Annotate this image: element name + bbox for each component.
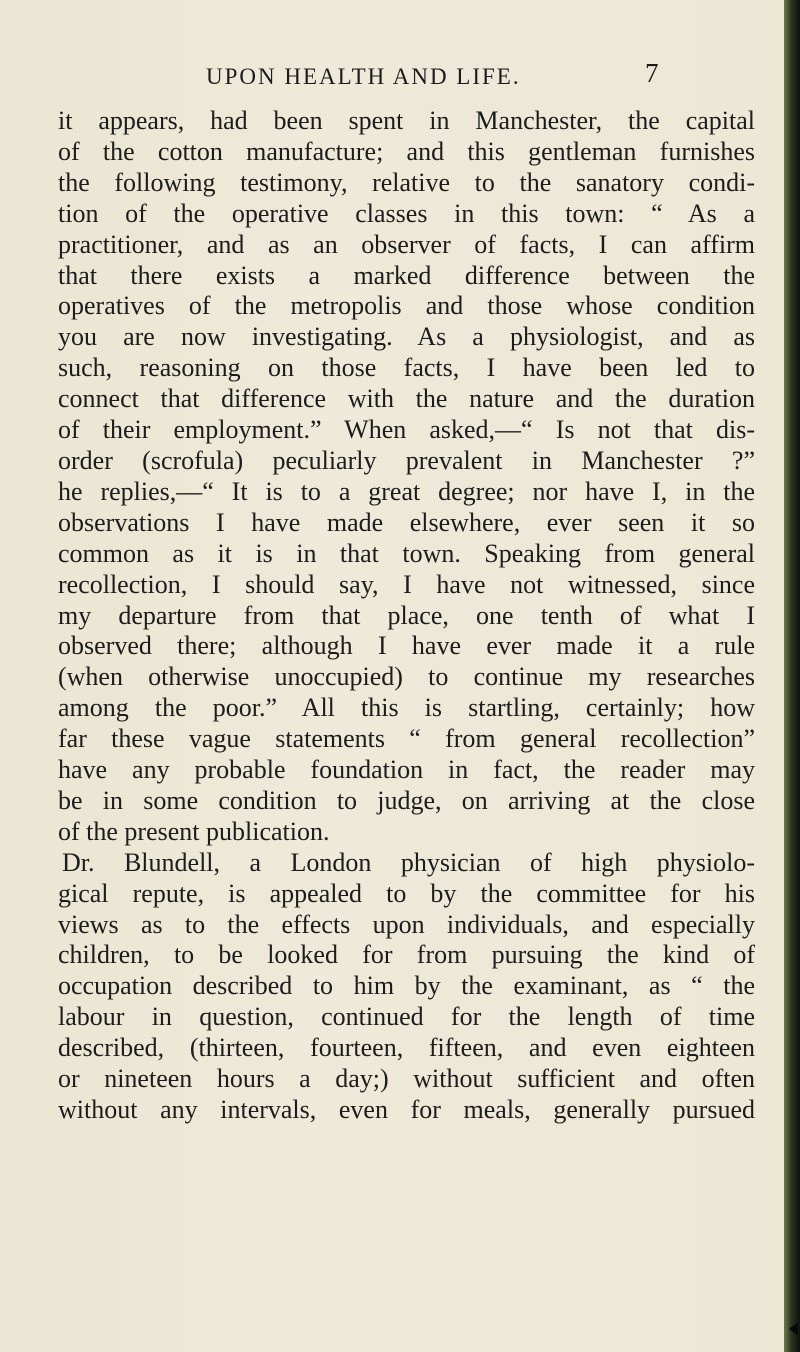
page-number: 7 [645,58,659,88]
text-line: (when otherwise unoccupied) to continue my researches [58,662,755,692]
text-line: without any intervals, even for meals, generally pursued [58,1095,755,1124]
text-line: among the poor.” All this is startling, certainly; how [58,693,755,723]
paragraph-start-line: Dr. Blundell, a London physician of high physiolo- [62,847,755,877]
text-line: it appears, had been spent in Manchester, the capital [58,106,755,135]
text-line: be in some condition to judge, on arriving at the close [58,785,755,815]
text-line: that there exists a marked difference between the [58,260,755,290]
body-text [58,106,755,1126]
text-line: he replies,—“ It is to a great degree; nor have I, in the [58,476,755,506]
book-spine-edge [784,0,800,1352]
page-header [0,58,784,98]
text-line: gical repute, is appealed to by the committee for his [58,878,755,908]
text-line: common as it is in that town. Speaking from general [58,538,755,568]
text-line: you are now investigating. As a physiologist, and as [58,322,755,352]
text-line: of their employment.” When asked,—“ Is not that dis- [58,415,755,445]
text-line: far these vague statements “ from general recollection” [58,724,755,754]
text-line: tion of the operative classes in this town: “ As a [58,198,755,228]
text-line: my departure from that place, one tenth of what I [58,600,755,630]
text-line: or nineteen hours a day;) without sufficient and often [58,1064,755,1094]
text-line: of the cotton manufacture; and this gentleman furnishes [58,136,755,166]
text-line: described, (thirteen, fourteen, fifteen, and even eighteen [58,1033,755,1063]
text-line: practitioner, and as an observer of facts, I can affirm [58,229,755,259]
text-line: children, to be looked for from pursuing the kind of [58,940,755,970]
text-line: such, reasoning on those facts, I have been led to [58,353,755,383]
text-line: have any probable foundation in fact, the reader may [58,755,755,785]
text-line: connect that difference with the nature and the duration [58,384,755,414]
text-line: occupation described to him by the examinant, as “ the [58,971,755,1001]
running-head: UPON HEALTH AND LIFE. [206,64,521,89]
text-line: the following testimony, relative to the sanatory condi- [58,167,755,197]
text-line: views as to the effects upon individuals, and especially [58,909,755,939]
text-line: observed there; although I have ever made it a rule [58,631,755,661]
paragraph-end-line: of the present publication. [58,816,330,846]
text-line: labour in question, continued for the length of time [58,1002,755,1032]
text-line: operatives of the metropolis and those whose condition [58,291,755,321]
text-line: order (scrofula) peculiarly prevalent in Manchester ?” [58,445,755,475]
text-line: observations I have made elsewhere, ever seen it so [58,507,755,537]
text-line: recollection, I should say, I have not witnessed, since [58,569,755,599]
spine-marker [789,1322,798,1336]
